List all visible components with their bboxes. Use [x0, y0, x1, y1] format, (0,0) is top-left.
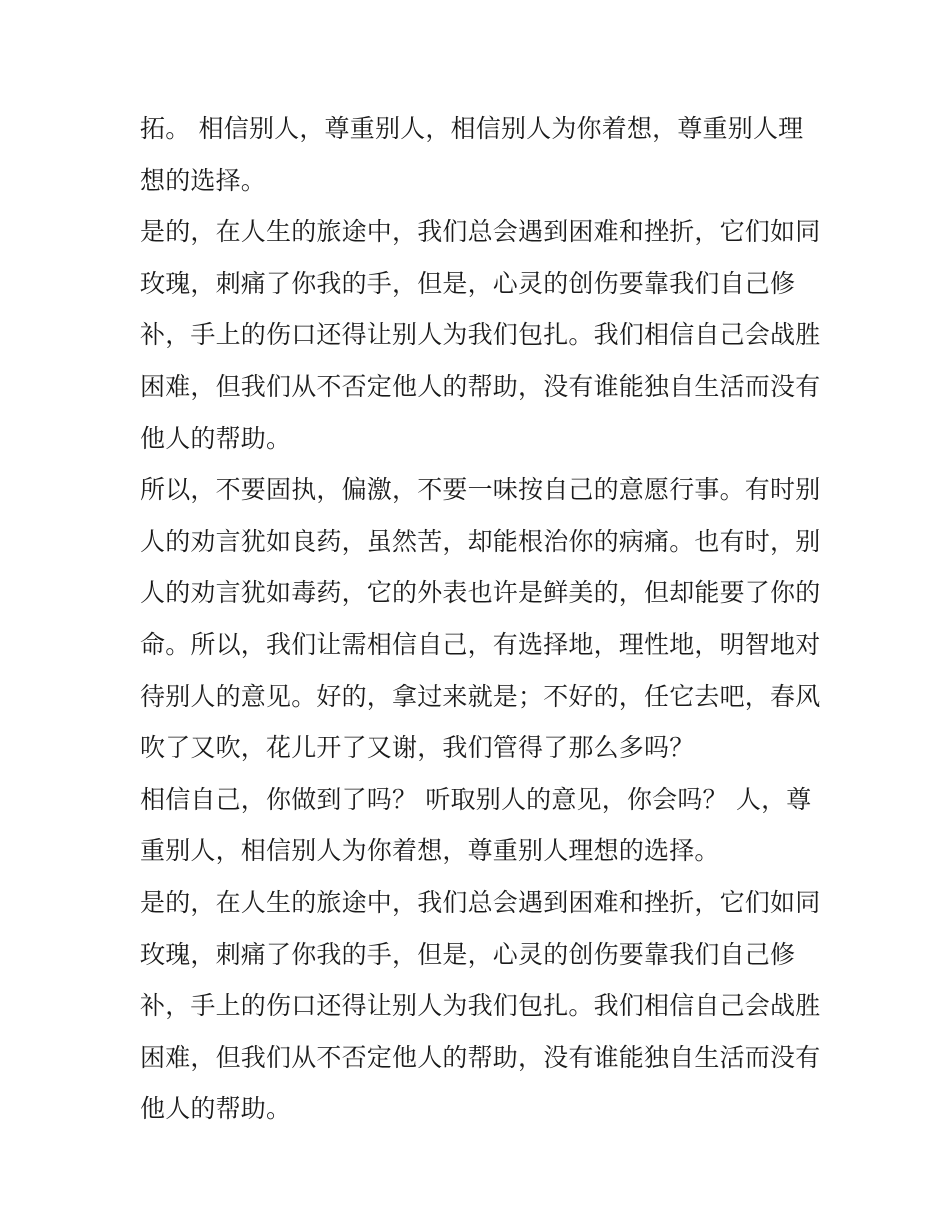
text-line: 想的选择。 [140, 165, 267, 195]
text-line: 是的，在人生的旅途中，我们总会遇到困难和挫折，它们如同 [140, 887, 821, 917]
text-line: 困难，但我们从不否定他人的帮助，没有谁能独自生活而没有 [140, 1042, 821, 1072]
text-line: 补，手上的伤口还得让别人为我们包扎。我们相信自己会战胜 [140, 320, 821, 350]
text-line: 人的劝言犹如良药，虽然苦，却能根治你的病痛。也有时，别 [140, 526, 821, 556]
text-line: 待别人的意见。好的，拿过来就是；不好的，任它去吧，春风 [140, 681, 821, 711]
text-line: 他人的帮助。 [140, 1094, 292, 1124]
text-line: 玫瑰，刺痛了你我的手，但是，心灵的创伤要靠我们自己修 [140, 939, 796, 969]
text-line: 补，手上的伤口还得让别人为我们包扎。我们相信自己会战胜 [140, 991, 821, 1021]
text-line: 重别人，相信别人为你着想，尊重别人理想的选择。 [140, 836, 720, 866]
text-line: 困难，但我们从不否定他人的帮助，没有谁能独自生活而没有 [140, 371, 821, 401]
text-line: 是的，在人生的旅途中，我们总会遇到困难和挫折，它们如同 [140, 217, 821, 247]
text-line: 相信自己，你做到了吗？ 听取别人的意见，你会吗？ 人，尊 [140, 784, 812, 814]
text-line: 人的劝言犹如毒药，它的外表也许是鲜美的，但却能要了你的 [140, 578, 821, 608]
text-line: 玫瑰，刺痛了你我的手，但是，心灵的创伤要靠我们自己修 [140, 268, 796, 298]
text-line: 吹了又吹，花儿开了又谢，我们管得了那么多吗？ [140, 733, 695, 763]
text-line: 拓。 相信别人，尊重别人，相信别人为你着想，尊重别人理 [140, 114, 804, 143]
text-line: 所以，不要固执，偏激，不要一味按自己的意愿行事。有时别 [140, 475, 821, 505]
text-line: 命。所以，我们让需相信自己，有选择地，理性地，明智地对 [140, 629, 821, 659]
text-line: 他人的帮助。 [140, 423, 292, 453]
document-body [140, 103, 820, 1135]
